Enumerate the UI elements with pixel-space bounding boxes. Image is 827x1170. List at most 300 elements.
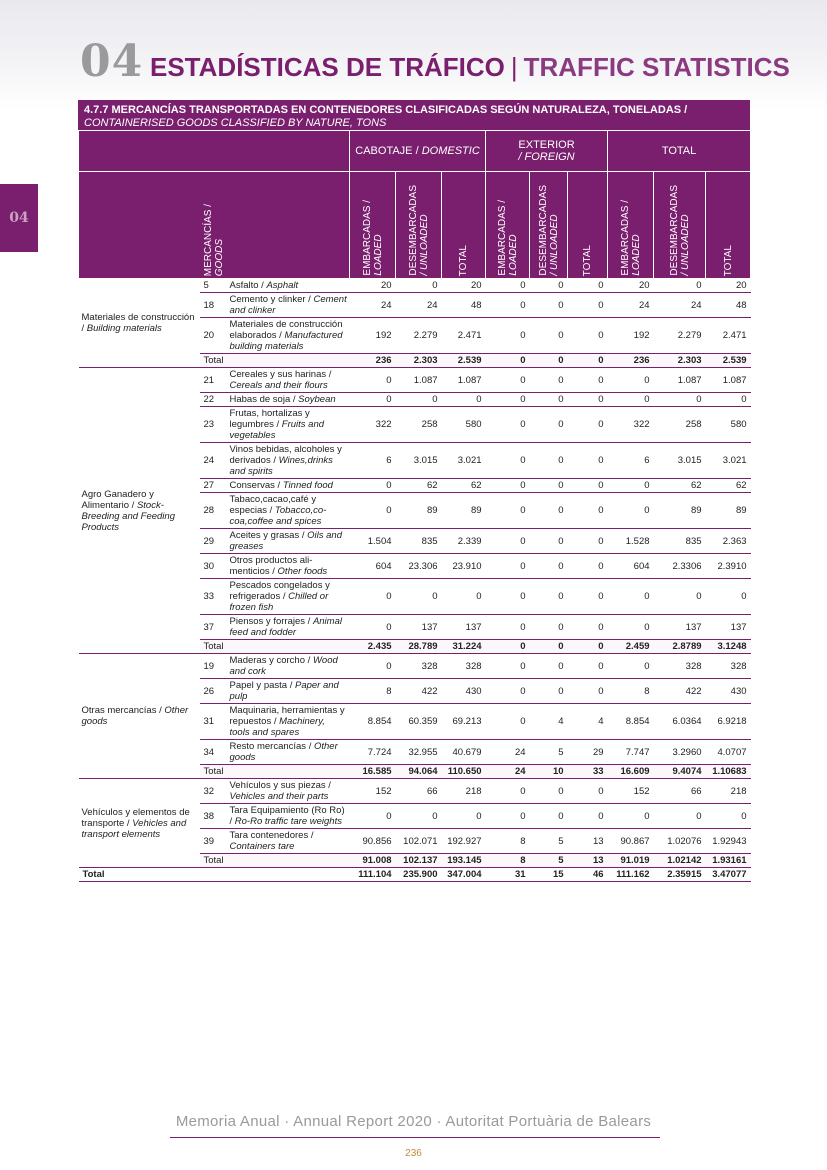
value-cell: 0: [486, 407, 530, 443]
total-value-cell: 0: [568, 640, 608, 654]
value-cell: 8.854: [608, 704, 654, 740]
col-dom-total: [442, 172, 486, 279]
value-cell: 328: [442, 654, 486, 679]
value-cell: 0: [568, 479, 608, 493]
col-tot-unloaded: [654, 172, 706, 279]
col-label: TOTAL: [458, 244, 470, 276]
value-cell: 0: [350, 493, 396, 529]
caption-en: CONTAINERISED GOODS CLASSIFIED BY NATURE, TONS: [84, 117, 387, 129]
goods-name-en: Tobacco,cocoa,coffee and spices: [229, 505, 327, 527]
value-cell: 24: [396, 293, 442, 318]
goods-code: 23: [200, 407, 228, 443]
value-cell: 7.724: [350, 740, 396, 765]
value-cell: 102.071: [396, 829, 442, 854]
goods-name-en: Asphalt: [266, 280, 299, 291]
col-label-es: DESEMBARCADAS: [668, 185, 680, 276]
header-blank: [79, 131, 350, 172]
total-value-cell: 8: [486, 854, 530, 868]
total-value-cell: 91.019: [608, 854, 654, 868]
grand-total-value-cell: 3.47077: [706, 868, 751, 882]
value-cell: 89: [706, 493, 751, 529]
value-cell: 0: [530, 318, 568, 354]
value-cell: 0: [530, 493, 568, 529]
goods-name: [228, 554, 350, 579]
value-cell: 0: [486, 579, 530, 615]
goods-name-es: Maquinaria, herramientas y repuestos /: [229, 705, 345, 727]
total-value-cell: 16.585: [350, 765, 396, 779]
value-cell: 0: [568, 293, 608, 318]
col-for-total: [568, 172, 608, 279]
value-cell: 0: [530, 679, 568, 704]
goods-code: 18: [200, 293, 228, 318]
value-cell: 0: [530, 529, 568, 554]
goods-code: 28: [200, 493, 228, 529]
section-total-label: Total: [200, 765, 350, 779]
value-cell: 0: [486, 493, 530, 529]
goods-code: 24: [200, 443, 228, 479]
total-value-cell: 0: [486, 354, 530, 368]
footer-text: Memoria Anual · Annual Report 2020 · Autoritat Portuària de Balears: [175, 1113, 652, 1130]
value-cell: 0: [486, 554, 530, 579]
value-cell: 24: [486, 740, 530, 765]
goods-code: 32: [200, 779, 228, 804]
total-value-cell: 110.650: [442, 765, 486, 779]
value-cell: 430: [442, 679, 486, 704]
col-dom-loaded: [350, 172, 396, 279]
value-cell: 2.3910: [706, 554, 751, 579]
value-cell: 0: [568, 554, 608, 579]
value-cell: 48: [706, 293, 751, 318]
value-cell: 1.02076: [654, 829, 706, 854]
value-cell: 6.0364: [654, 704, 706, 740]
value-cell: 604: [350, 554, 396, 579]
goods-name-en: Wines,drinks and spirits: [229, 455, 333, 477]
total-value-cell: 2.539: [442, 354, 486, 368]
value-cell: 0: [442, 804, 486, 829]
goods-name-es: Otros productos alimenticios /: [229, 555, 313, 577]
group-foreign-en: / FOREIGN: [518, 151, 575, 163]
value-cell: 23.910: [442, 554, 486, 579]
total-value-cell: 2.435: [350, 640, 396, 654]
value-cell: 2.3306: [654, 554, 706, 579]
value-cell: 0: [486, 529, 530, 554]
goods-name-es: Frutas, hortalizas y legumbres /: [229, 408, 310, 430]
value-cell: 24: [608, 293, 654, 318]
goods-name-es: Tara contenedores /: [229, 830, 314, 841]
value-cell: 48: [442, 293, 486, 318]
goods-name: [228, 804, 350, 829]
value-cell: 0: [706, 393, 751, 407]
value-cell: 0: [608, 493, 654, 529]
value-cell: 0: [486, 279, 530, 293]
value-cell: 835: [654, 529, 706, 554]
value-cell: 5: [530, 740, 568, 765]
value-cell: 1.92943: [706, 829, 751, 854]
value-cell: 0: [654, 393, 706, 407]
goods-name-en: Vehicles and their parts: [229, 791, 329, 802]
category-cell: [79, 654, 200, 779]
goods-name-en: Tinned food: [282, 480, 333, 491]
goods-name: [228, 679, 350, 704]
value-cell: 62: [654, 479, 706, 493]
value-cell: 0: [530, 293, 568, 318]
value-cell: 0: [486, 804, 530, 829]
value-cell: 0: [568, 443, 608, 479]
value-cell: 0: [568, 368, 608, 393]
goods-code: 26: [200, 679, 228, 704]
value-cell: 0: [530, 579, 568, 615]
value-cell: 2.471: [706, 318, 751, 354]
value-cell: 1.087: [706, 368, 751, 393]
total-value-cell: 2.303: [654, 354, 706, 368]
value-cell: 4: [568, 704, 608, 740]
goods-name-es: Aceites y grasas /: [229, 530, 305, 541]
value-cell: 1.504: [350, 529, 396, 554]
value-cell: 430: [706, 679, 751, 704]
goods-name-en: Other goods: [229, 741, 338, 763]
value-cell: 69.213: [442, 704, 486, 740]
goods-name: [228, 829, 350, 854]
side-chapter-tab: 04: [0, 184, 38, 252]
total-value-cell: 102.137: [396, 854, 442, 868]
value-cell: 2.339: [442, 529, 486, 554]
goods-name-en: Other foods: [277, 566, 328, 577]
table-row: [79, 779, 751, 804]
value-cell: 62: [706, 479, 751, 493]
col-label-es: DESEMBARCADAS: [537, 185, 549, 276]
col-label-es: EMBARCADAS /: [619, 200, 631, 276]
total-value-cell: 193.145: [442, 854, 486, 868]
value-cell: 835: [396, 529, 442, 554]
goods-name-en: Wood and cork: [229, 655, 338, 677]
value-cell: 218: [442, 779, 486, 804]
chapter-title-en: TRAFFIC STATISTICS: [523, 52, 790, 82]
header-column-row: [79, 172, 751, 279]
section-total-label: Total: [200, 640, 350, 654]
col-for-loaded: [486, 172, 530, 279]
value-cell: 1.528: [608, 529, 654, 554]
col-tot-loaded: [608, 172, 654, 279]
value-cell: 1.087: [396, 368, 442, 393]
goods-name-es: Cereales y sus harinas /: [229, 369, 332, 380]
total-value-cell: 91.008: [350, 854, 396, 868]
value-cell: 0: [568, 615, 608, 640]
total-value-cell: 3.1248: [706, 640, 751, 654]
value-cell: 8: [608, 679, 654, 704]
value-cell: 0: [608, 804, 654, 829]
col-label-es: EMBARCADAS /: [496, 200, 508, 276]
total-value-cell: 0: [568, 354, 608, 368]
value-cell: 3.015: [396, 443, 442, 479]
value-cell: 192.927: [442, 829, 486, 854]
table-row: [79, 279, 751, 293]
footer-divider: [170, 1137, 660, 1138]
section-total-label: Total: [200, 354, 350, 368]
total-value-cell: 2.459: [608, 640, 654, 654]
goods-name-es: Papel y pasta /: [229, 680, 293, 691]
value-cell: 0: [608, 393, 654, 407]
value-cell: 0: [486, 704, 530, 740]
grand-total-value-cell: 2.35915: [654, 868, 706, 882]
value-cell: 29: [568, 740, 608, 765]
goods-name-es: Asfalto /: [229, 280, 264, 291]
goods-name-en: Machinery, tools and spares: [229, 716, 325, 738]
table-caption: [78, 100, 750, 130]
goods-name: [228, 318, 350, 354]
value-cell: 89: [654, 493, 706, 529]
value-cell: 3.2960: [654, 740, 706, 765]
category-en: Other goods: [81, 705, 189, 727]
category-cell: [79, 279, 200, 368]
grand-total-value-cell: 31: [486, 868, 530, 882]
value-cell: 0: [396, 279, 442, 293]
goods-name: [228, 579, 350, 615]
col-label-es: EMBARCADAS /: [361, 200, 373, 276]
value-cell: 0: [654, 579, 706, 615]
goods-code: 33: [200, 579, 228, 615]
value-cell: 0: [486, 318, 530, 354]
value-cell: 0: [568, 804, 608, 829]
value-cell: 66: [396, 779, 442, 804]
value-cell: 0: [530, 779, 568, 804]
value-cell: 0: [442, 393, 486, 407]
section-total-label: Total: [200, 854, 350, 868]
total-value-cell: 1.93161: [706, 854, 751, 868]
value-cell: 3.021: [442, 443, 486, 479]
value-cell: 0: [568, 679, 608, 704]
value-cell: 0: [654, 279, 706, 293]
value-cell: 0: [530, 615, 568, 640]
value-cell: 0: [608, 479, 654, 493]
caption-es: 4.7.7 MERCANCÍAS TRANSPORTADAS EN CONTENEDORES CLASIFICADAS SEGÚN NATURALEZA, TONELADAS /: [84, 104, 688, 116]
group-foreign-es: EXTERIOR: [518, 139, 575, 151]
value-cell: 8.854: [350, 704, 396, 740]
goods-name-en: Soybean: [298, 394, 336, 405]
value-cell: 0: [486, 615, 530, 640]
value-cell: 40.679: [442, 740, 486, 765]
value-cell: 322: [608, 407, 654, 443]
goods-name-en: Oils and greases: [229, 530, 342, 552]
value-cell: 0: [486, 479, 530, 493]
total-value-cell: 5: [530, 854, 568, 868]
value-cell: 20: [350, 279, 396, 293]
value-cell: 0: [350, 368, 396, 393]
col-label-en: / UNLOADED: [418, 214, 430, 276]
value-cell: 4.0707: [706, 740, 751, 765]
goods-name: [228, 407, 350, 443]
chapter-title-es: ESTADÍSTICAS DE TRÁFICO: [150, 52, 505, 82]
value-cell: 3.015: [654, 443, 706, 479]
value-cell: 604: [608, 554, 654, 579]
value-cell: 0: [350, 615, 396, 640]
total-value-cell: 236: [350, 354, 396, 368]
value-cell: 258: [654, 407, 706, 443]
value-cell: 4: [530, 704, 568, 740]
value-cell: 32.955: [396, 740, 442, 765]
value-cell: 0: [350, 393, 396, 407]
chapter-title: [150, 52, 790, 83]
value-cell: 2.279: [396, 318, 442, 354]
value-cell: 0: [608, 368, 654, 393]
value-cell: 23.306: [396, 554, 442, 579]
value-cell: 5: [530, 829, 568, 854]
value-cell: 422: [396, 679, 442, 704]
value-cell: 0: [530, 407, 568, 443]
value-cell: 66: [654, 779, 706, 804]
value-cell: 0: [530, 279, 568, 293]
goods-code: 27: [200, 479, 228, 493]
goods-name-es: Materiales de construcción elaborados /: [229, 319, 343, 341]
col-label-en: / UNLOADED: [679, 214, 691, 276]
total-value-cell: 0: [530, 354, 568, 368]
goods-code: 38: [200, 804, 228, 829]
goods-name-en: Paper and pulp: [229, 680, 339, 702]
value-cell: 137: [654, 615, 706, 640]
goods-name-en: Ro-Ro traffic tare weights: [234, 816, 342, 827]
col-label-en: / UNLOADED: [548, 214, 560, 276]
total-value-cell: 10: [530, 765, 568, 779]
value-cell: 0: [530, 804, 568, 829]
goods-name-es: Tabaco,cacao,café y especias /: [229, 494, 317, 516]
value-cell: 24: [654, 293, 706, 318]
value-cell: 422: [654, 679, 706, 704]
value-cell: 152: [350, 779, 396, 804]
col-dom-unloaded: [396, 172, 442, 279]
value-cell: 0: [530, 393, 568, 407]
value-cell: 0: [486, 654, 530, 679]
category-es: Vehículos y elementos de transporte /: [81, 806, 190, 829]
goods-name: [228, 279, 350, 293]
grand-total-value-cell: 15: [530, 868, 568, 882]
value-cell: 0: [486, 679, 530, 704]
total-value-cell: 9.4074: [654, 765, 706, 779]
col-label-en: LOADED: [507, 234, 519, 276]
grand-total-value-cell: 111.104: [350, 868, 396, 882]
goods-code: 22: [200, 393, 228, 407]
total-value-cell: 13: [568, 854, 608, 868]
value-cell: 8: [486, 829, 530, 854]
value-cell: 580: [442, 407, 486, 443]
goods-name-en: Cereals and their flours: [229, 380, 328, 391]
value-cell: 192: [350, 318, 396, 354]
category-es: Otras mercancías /: [81, 705, 162, 716]
category-cell: [79, 779, 200, 868]
goods-code: 30: [200, 554, 228, 579]
goods-name-en: Manufactured building materials: [229, 330, 343, 352]
value-cell: 0: [608, 615, 654, 640]
total-value-cell: 28.789: [396, 640, 442, 654]
goods-name: [228, 479, 350, 493]
category-en: Building materials: [86, 323, 162, 334]
value-cell: 258: [396, 407, 442, 443]
grand-total-value-cell: 111.162: [608, 868, 654, 882]
grand-total-value-cell: 235.900: [396, 868, 442, 882]
value-cell: 89: [396, 493, 442, 529]
value-cell: 0: [568, 779, 608, 804]
value-cell: 2.363: [706, 529, 751, 554]
value-cell: 0: [530, 554, 568, 579]
group-domestic: [350, 131, 486, 172]
value-cell: 0: [568, 654, 608, 679]
goods-name-es: Tara Equipamiento (Ro Ro) /: [229, 805, 345, 827]
col-goods-es: MERCANCÍAS /: [203, 203, 214, 276]
value-cell: 20: [608, 279, 654, 293]
goods-name-en: Fruits and vegetables: [229, 419, 325, 441]
value-cell: 0: [608, 579, 654, 615]
value-cell: 0: [350, 579, 396, 615]
value-cell: 0: [568, 318, 608, 354]
goods-table: [78, 130, 751, 882]
total-value-cell: 2.8789: [654, 640, 706, 654]
goods-name-es: Pescados congelados y refrigerados /: [229, 580, 330, 602]
value-cell: 8: [350, 679, 396, 704]
value-cell: 0: [530, 368, 568, 393]
goods-name-en: Containers tare: [229, 841, 295, 852]
goods-name-es: Cemento y clinker /: [229, 294, 311, 305]
value-cell: 0: [654, 804, 706, 829]
value-cell: 6.9218: [706, 704, 751, 740]
col-label-en: LOADED: [630, 234, 642, 276]
value-cell: 0: [350, 804, 396, 829]
total-value-cell: 236: [608, 354, 654, 368]
value-cell: 62: [442, 479, 486, 493]
value-cell: 1.087: [654, 368, 706, 393]
goods-name: [228, 704, 350, 740]
value-cell: 322: [350, 407, 396, 443]
goods-code: 20: [200, 318, 228, 354]
category-en: Vehicles and transport elements: [81, 817, 187, 840]
value-cell: 0: [706, 804, 751, 829]
goods-name: [228, 529, 350, 554]
goods-name: [228, 654, 350, 679]
col-tot-total: [706, 172, 751, 279]
value-cell: 152: [608, 779, 654, 804]
value-cell: 90.856: [350, 829, 396, 854]
value-cell: 218: [706, 779, 751, 804]
value-cell: 0: [530, 479, 568, 493]
goods-code: 19: [200, 654, 228, 679]
value-cell: 0: [530, 443, 568, 479]
table-body: [79, 279, 751, 882]
value-cell: 0: [486, 368, 530, 393]
grand-total-label: Total: [79, 868, 350, 882]
value-cell: 0: [396, 579, 442, 615]
value-cell: 20: [706, 279, 751, 293]
goods-name: [228, 393, 350, 407]
value-cell: 0: [706, 579, 751, 615]
value-cell: 0: [568, 407, 608, 443]
grand-total-value-cell: 46: [568, 868, 608, 882]
goods-name-es: Conservas /: [229, 480, 281, 491]
value-cell: 0: [568, 393, 608, 407]
table-row: [79, 654, 751, 679]
total-value-cell: 16.609: [608, 765, 654, 779]
col-label-es: DESEMBARCADAS: [407, 185, 419, 276]
goods-code: 34: [200, 740, 228, 765]
total-value-cell: 2.303: [396, 354, 442, 368]
value-cell: 89: [442, 493, 486, 529]
goods-code: 5: [200, 279, 228, 293]
value-cell: 192: [608, 318, 654, 354]
goods-name-en: Animal feed and fodder: [229, 616, 342, 638]
value-cell: 6: [608, 443, 654, 479]
value-cell: 0: [608, 654, 654, 679]
value-cell: 1.087: [442, 368, 486, 393]
col-label: TOTAL: [582, 244, 594, 276]
value-cell: 580: [706, 407, 751, 443]
goods-code: 21: [200, 368, 228, 393]
goods-name: [228, 779, 350, 804]
